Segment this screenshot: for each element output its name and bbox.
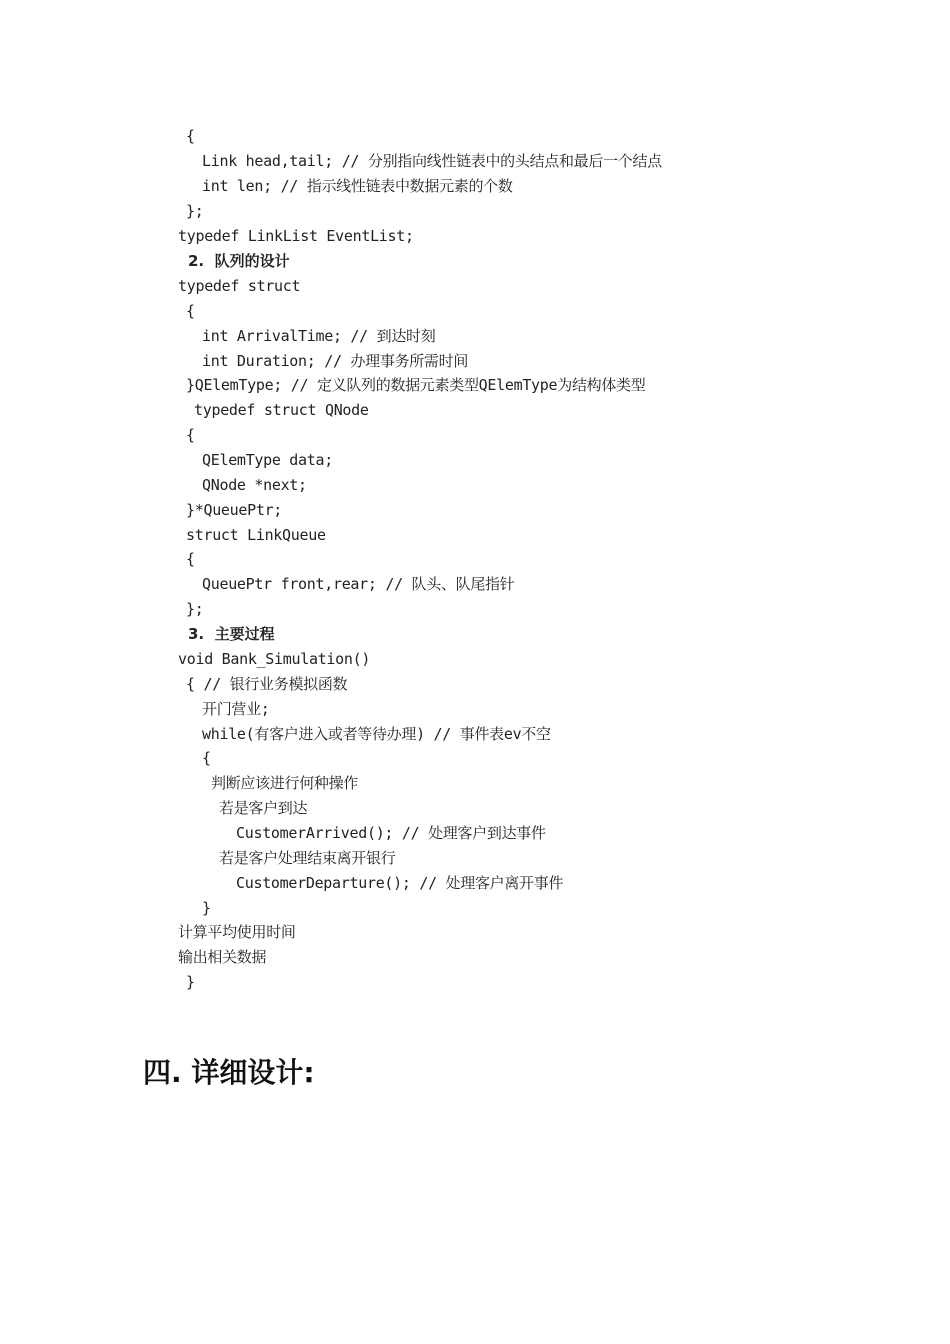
- code-line: {: [186, 426, 195, 444]
- code-line: typedef struct: [178, 277, 301, 295]
- code-line: };: [186, 600, 204, 618]
- subheading-main-process: 3. 主要过程: [188, 625, 275, 643]
- code-line: struct LinkQueue: [186, 526, 326, 544]
- code-line: {: [186, 127, 195, 145]
- code-line: {: [186, 302, 195, 320]
- code-line: void Bank_Simulation(): [178, 650, 371, 668]
- code-line: Link head,tail; // 分别指向线性链表中的头结点和最后一个结点: [202, 152, 662, 170]
- code-line: int ArrivalTime; // 到达时刻: [202, 327, 436, 345]
- code-line: }*QueuePtr;: [186, 501, 283, 519]
- code-line: QueuePtr front,rear; // 队头、队尾指针: [202, 575, 515, 593]
- code-line: CustomerDeparture(); // 处理客户离开事件: [236, 874, 564, 892]
- code-line: }: [202, 899, 211, 917]
- code-line: typedef LinkList EventList;: [178, 227, 414, 245]
- code-line: 判断应该进行何种操作: [211, 774, 359, 792]
- code-line: {: [186, 550, 195, 568]
- code-line: 开门营业;: [202, 700, 270, 718]
- code-line: int Duration; // 办理事务所需时间: [202, 352, 469, 370]
- code-line: {: [202, 749, 211, 767]
- code-line: }: [186, 973, 195, 991]
- code-line: while(有客户进入或者等待办理) // 事件表ev不空: [202, 725, 551, 743]
- code-line: typedef struct QNode: [194, 401, 369, 419]
- code-line: 若是客户处理结束离开银行: [219, 849, 396, 867]
- section-title: 四. 详细设计:: [143, 1056, 315, 1089]
- subheading-queue-design: 2. 队列的设计: [188, 252, 290, 270]
- code-line: };: [186, 202, 204, 220]
- code-line: }QElemType; // 定义队列的数据元素类型QElemType为结构体类型: [186, 376, 646, 394]
- code-line: 输出相关数据: [178, 948, 267, 966]
- code-line: CustomerArrived(); // 处理客户到达事件: [236, 824, 546, 842]
- code-line: 若是客户到达: [219, 799, 308, 817]
- code-line: { // 银行业务模拟函数: [186, 675, 348, 693]
- code-line: QElemType data;: [202, 451, 333, 469]
- code-line: int len; // 指示线性链表中数据元素的个数: [202, 177, 513, 195]
- code-line: 计算平均使用时间: [178, 923, 296, 941]
- code-line: QNode *next;: [202, 476, 307, 494]
